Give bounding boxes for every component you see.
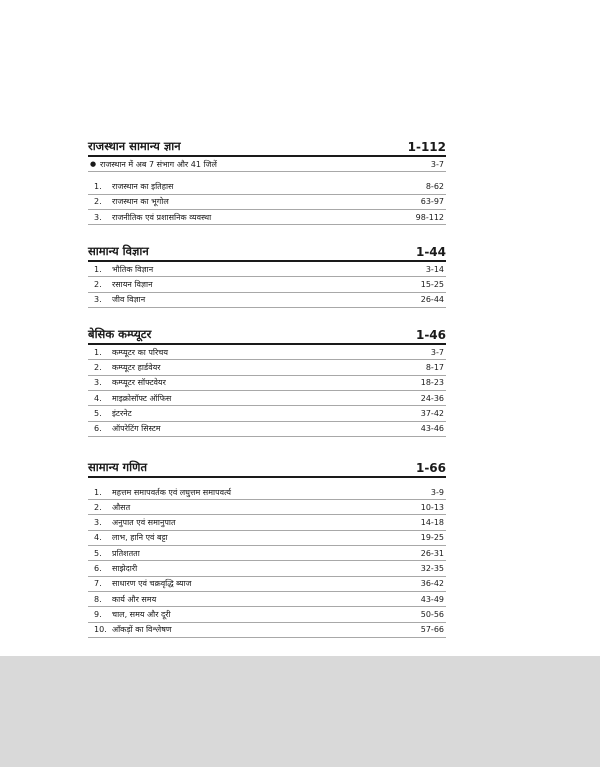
section-title: सामान्य गणित (88, 459, 147, 474)
section-page-range: 1-46 (415, 328, 446, 343)
toc-row (88, 500, 446, 515)
section-header (88, 241, 446, 262)
toc-label: राजस्थान का भूगोल (112, 197, 169, 207)
toc-pages: 36-42 (420, 579, 444, 589)
toc-label: कम्प्यूटर हार्डवेयर (112, 363, 161, 373)
toc-number: 1. (94, 264, 102, 274)
toc-pages: 8-62 (425, 181, 444, 191)
section-title: बेसिक कम्प्यूटर (88, 327, 152, 342)
toc-number: 2. (94, 502, 102, 512)
section-page-range: 1-66 (415, 460, 446, 475)
toc-row (88, 546, 446, 561)
toc-label: रसायन विज्ञान (112, 280, 153, 290)
toc-number: 10. (94, 625, 107, 635)
toc-label: साझेदारी (112, 563, 138, 573)
toc-row (88, 210, 446, 225)
toc-pages: 43-46 (420, 424, 444, 434)
section-header (88, 457, 446, 478)
toc-label: महत्तम समापवर्तक एवं लघुत्तम समापवर्त्य (112, 487, 232, 497)
toc-row (88, 277, 446, 292)
toc-number: 9. (94, 609, 102, 619)
toc-number: 6. (94, 563, 102, 573)
toc-row (88, 195, 446, 210)
toc-number: 6. (94, 424, 102, 434)
toc-number: 8. (94, 594, 102, 604)
toc-row (88, 561, 446, 576)
toc-row (88, 607, 446, 622)
toc-pages: 18-23 (420, 378, 444, 388)
toc-row (88, 577, 446, 592)
toc-number: 5. (94, 548, 102, 558)
toc-row (88, 623, 446, 638)
section-title: सामान्य विज्ञान (88, 244, 149, 259)
toc-row (88, 345, 446, 360)
toc-label: साधारण एवं चक्रवृद्धि ब्याज (112, 579, 192, 589)
toc-label: औसत (112, 502, 131, 512)
toc-number: 1. (94, 487, 102, 497)
toc-pages: 8-17 (425, 363, 444, 373)
toc-number: 3. (94, 295, 102, 305)
toc-number: 1. (94, 347, 102, 357)
toc-pages: 3-9 (430, 487, 444, 497)
toc-label: राजस्थान का इतिहास (112, 181, 174, 191)
toc-label: इंटरनेट (112, 408, 132, 418)
toc-number: 2. (94, 280, 102, 290)
toc-row (88, 293, 446, 308)
section-rajasthan-gk (88, 136, 446, 225)
toc-pages: 3-7 (430, 159, 444, 169)
toc-number: 1. (94, 181, 102, 191)
section-general-math (88, 457, 446, 638)
toc-pages: 57-66 (420, 625, 444, 635)
toc-label: कम्प्यूटर का परिचय (112, 347, 168, 357)
toc-label: अनुपात एवं समानुपात (112, 518, 176, 528)
toc-pages: 63-97 (420, 197, 444, 207)
toc-number: 5. (94, 408, 102, 418)
bullet-icon: ● (90, 160, 97, 169)
section-page-range: 1-112 (407, 140, 446, 154)
toc-pages: 50-56 (420, 609, 444, 619)
toc-label: भौतिक विज्ञान (112, 264, 154, 274)
toc-pages: 98-112 (415, 212, 444, 222)
toc-row (88, 422, 446, 437)
toc-pages: 37-42 (420, 408, 444, 418)
toc-label: जीव विज्ञान (112, 295, 146, 305)
section-general-science (88, 241, 446, 308)
toc-pages: 15-25 (420, 280, 444, 290)
section-title: राजस्थान सामान्य ज्ञान (88, 139, 181, 153)
toc-label: आँकड़ों का विश्लेषण (112, 625, 172, 635)
toc-label: ऑपरेटिंग सिस्टम (112, 424, 161, 434)
toc-number: 4. (94, 533, 102, 543)
toc-pages: 10-13 (420, 502, 444, 512)
toc-number: 3. (94, 518, 102, 528)
toc-row (88, 376, 446, 391)
toc-row (88, 262, 446, 277)
toc-label: कार्य और समय (112, 594, 157, 604)
table-of-contents (88, 136, 446, 638)
toc-pages: 26-44 (420, 295, 444, 305)
section-basic-computer (88, 324, 446, 437)
page-bottom-band (0, 656, 600, 767)
toc-label: लाभ, हानि एवं बट्टा (112, 533, 168, 543)
toc-row (88, 179, 446, 194)
toc-number: 3. (94, 378, 102, 388)
toc-row (88, 515, 446, 530)
section-page-range: 1-44 (415, 245, 446, 260)
toc-pages: 3-7 (430, 347, 444, 357)
toc-row (88, 592, 446, 607)
toc-pages: 32-35 (420, 563, 444, 573)
toc-row (88, 485, 446, 500)
toc-number: 2. (94, 363, 102, 373)
toc-pages: 43-49 (420, 594, 444, 604)
toc-pages: 19-25 (420, 533, 444, 543)
toc-label: चाल, समय और दूरी (112, 609, 171, 619)
toc-label: प्रतिशतता (112, 548, 140, 558)
toc-row (88, 360, 446, 375)
toc-row (88, 406, 446, 421)
toc-label: राजस्थान में अब 7 संभाग और 41 जिलें (100, 159, 217, 169)
toc-label: माइक्रोसॉफ्ट ऑफिस (112, 393, 172, 403)
toc-label: राजनीतिक एवं प्रशासनिक व्यवस्था (112, 212, 212, 222)
section-header (88, 136, 446, 157)
toc-number: 3. (94, 212, 102, 222)
toc-number: 2. (94, 197, 102, 207)
toc-row (88, 531, 446, 546)
toc-label: कम्प्यूटर सॉफ्टवेयर (112, 378, 166, 388)
toc-pages: 24-36 (420, 393, 444, 403)
toc-row (88, 391, 446, 406)
toc-row-intro (88, 157, 446, 172)
toc-pages: 14-18 (420, 518, 444, 528)
toc-pages: 3-14 (425, 264, 444, 274)
section-header (88, 324, 446, 345)
toc-number: 7. (94, 579, 102, 589)
toc-pages: 26-31 (420, 548, 444, 558)
toc-number: 4. (94, 393, 102, 403)
